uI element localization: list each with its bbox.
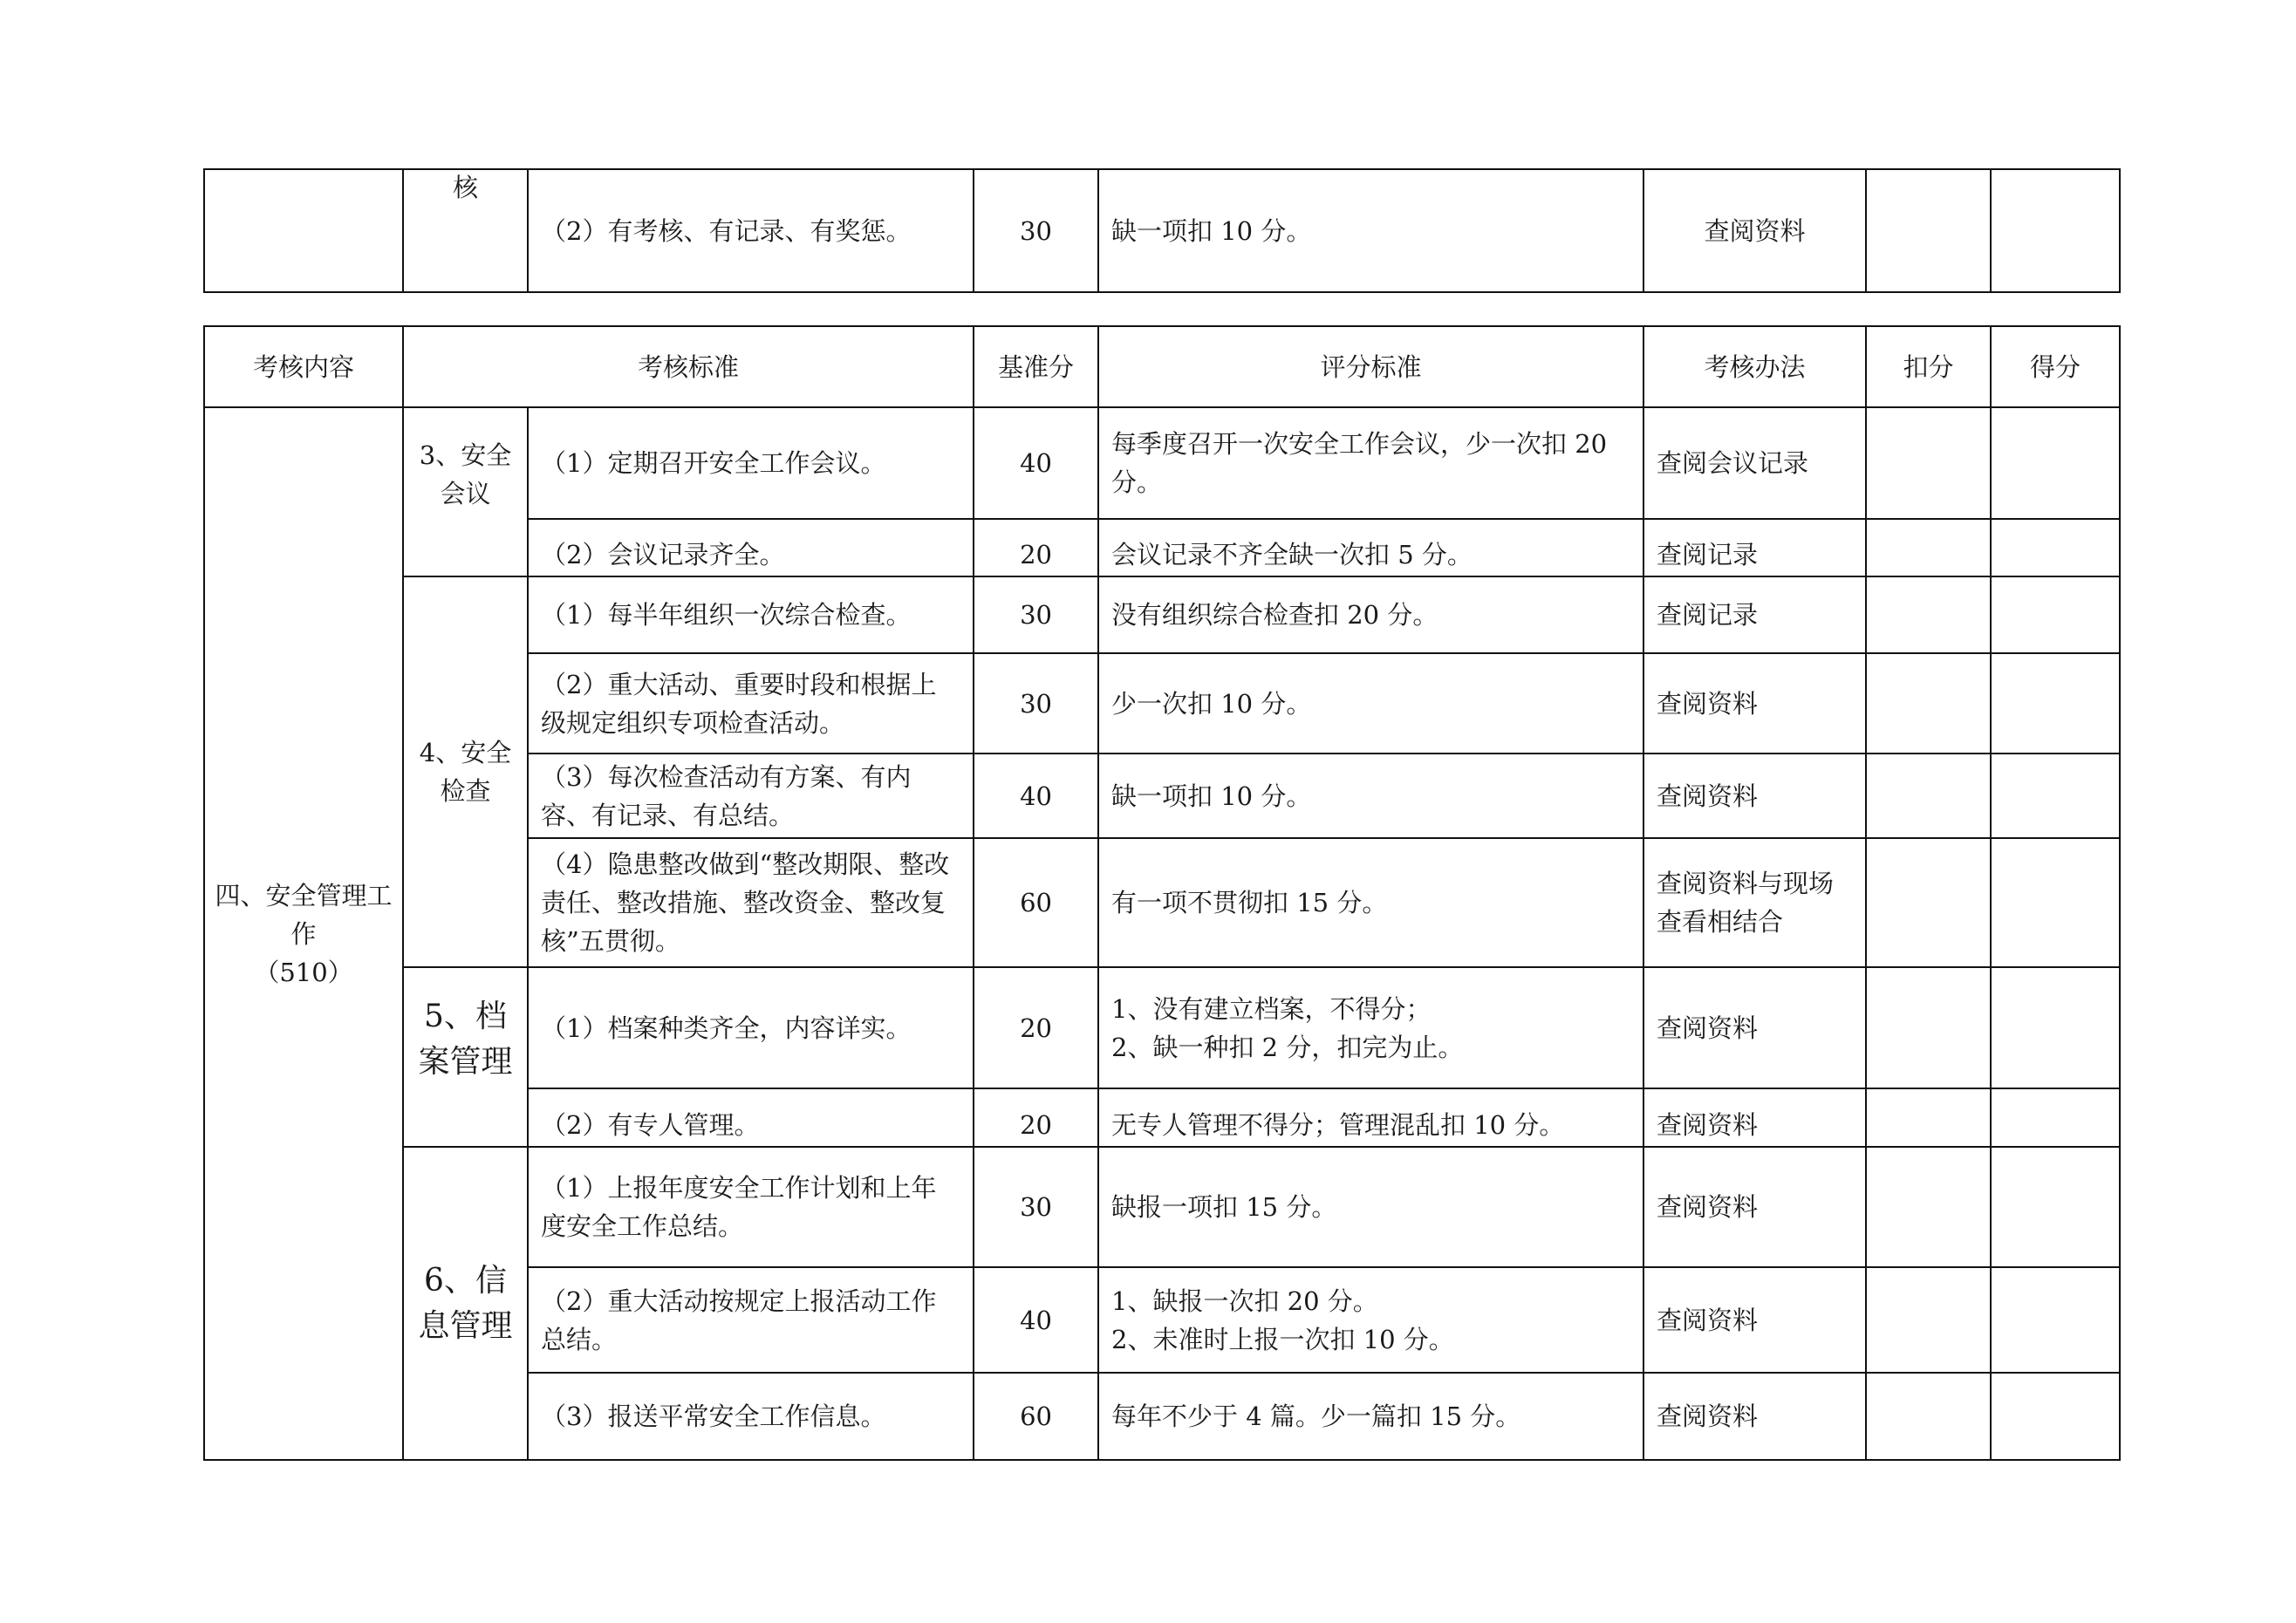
deduct-cell bbox=[1866, 653, 1991, 754]
header-score: 得分 bbox=[1991, 326, 2120, 407]
score-cell bbox=[1991, 754, 2120, 838]
header-method: 考核办法 bbox=[1643, 326, 1866, 407]
empty-cell bbox=[204, 169, 403, 292]
method-cell: 查阅记录 bbox=[1643, 519, 1866, 576]
deduct-cell bbox=[1866, 754, 1991, 838]
scoring-cell: 少一次扣 10 分。 bbox=[1098, 653, 1643, 754]
method-cell: 查阅资料 bbox=[1643, 653, 1866, 754]
section-cell bbox=[204, 407, 403, 1460]
score-cell bbox=[1991, 838, 2120, 967]
standard-cell: （3）报送平常安全工作信息。 bbox=[528, 1373, 974, 1460]
scoring-line: 2、未准时上报一次扣 10 分。 bbox=[1111, 1324, 1454, 1354]
scoring-cell: 缺一项扣 10 分。 bbox=[1098, 169, 1643, 292]
score-cell bbox=[1991, 169, 2120, 292]
standard-cell: （3）每次检查活动有方案、有内容、有记录、有总结。 bbox=[528, 754, 974, 838]
score-cell bbox=[1991, 1373, 2120, 1460]
score-cell bbox=[1991, 1267, 2120, 1373]
standard-cell: （1）每半年组织一次综合检查。 bbox=[528, 576, 974, 653]
assessment-table bbox=[203, 325, 2121, 1461]
section-title: 四、安全管理工作 bbox=[215, 880, 393, 949]
group-name: 6、信息管理 bbox=[403, 1147, 528, 1460]
deduct-cell bbox=[1866, 1088, 1991, 1147]
standard-cell: （2）会议记录齐全。 bbox=[528, 519, 974, 576]
method-cell: 查阅资料与现场查看相结合 bbox=[1643, 838, 1866, 967]
deduct-cell bbox=[1866, 519, 1991, 576]
base-score-cell: 30 bbox=[974, 576, 1098, 653]
score-cell bbox=[1991, 519, 2120, 576]
scoring-cell: 每季度召开一次安全工作会议，少一次扣 20 分。 bbox=[1098, 407, 1643, 519]
method-cell: 查阅会议记录 bbox=[1643, 407, 1866, 519]
standard-cell: （1）定期召开安全工作会议。 bbox=[528, 407, 974, 519]
group-name: 5、档案管理 bbox=[403, 967, 528, 1147]
deduct-cell bbox=[1866, 1267, 1991, 1373]
deduct-cell bbox=[1866, 1147, 1991, 1267]
scoring-cell: 缺报一项扣 15 分。 bbox=[1098, 1147, 1643, 1267]
base-score-cell: 40 bbox=[974, 1267, 1098, 1373]
table-row bbox=[204, 407, 2120, 519]
method-cell: 查阅资料 bbox=[1643, 1088, 1866, 1147]
scoring-cell: 没有组织综合检查扣 20 分。 bbox=[1098, 576, 1643, 653]
scoring-cell: 会议记录不齐全缺一次扣 5 分。 bbox=[1098, 519, 1643, 576]
section-points: （510） bbox=[254, 957, 353, 987]
standard-cell: （1）上报年度安全工作计划和上年度安全工作总结。 bbox=[528, 1147, 974, 1267]
standard-cell: （2）重大活动、重要时段和根据上级规定组织专项检查活动。 bbox=[528, 653, 974, 754]
deduct-cell bbox=[1866, 838, 1991, 967]
deduct-cell bbox=[1866, 967, 1991, 1088]
standard-cell: （2）有考核、有记录、有奖惩。 bbox=[528, 169, 974, 292]
score-cell bbox=[1991, 407, 2120, 519]
header-row bbox=[204, 326, 2120, 407]
base-score-cell: 60 bbox=[974, 838, 1098, 967]
method-cell: 查阅资料 bbox=[1643, 1147, 1866, 1267]
category-fragment: 核 bbox=[403, 169, 528, 292]
header-scoring: 评分标准 bbox=[1098, 326, 1643, 407]
group-name: 4、安全检查 bbox=[403, 576, 528, 967]
base-score-cell: 60 bbox=[974, 1373, 1098, 1460]
scoring-cell: 无专人管理不得分；管理混乱扣 10 分。 bbox=[1098, 1088, 1643, 1147]
standard-cell: （2）有专人管理。 bbox=[528, 1088, 974, 1147]
method-cell: 查阅资料 bbox=[1643, 1267, 1866, 1373]
group-name: 3、安全会议 bbox=[403, 407, 528, 576]
standard-cell: （2）重大活动按规定上报活动工作总结。 bbox=[528, 1267, 974, 1373]
method-cell: 查阅资料 bbox=[1643, 1373, 1866, 1460]
base-score-cell: 20 bbox=[974, 519, 1098, 576]
header-standard: 考核标准 bbox=[403, 326, 974, 407]
method-cell: 查阅资料 bbox=[1643, 169, 1866, 292]
score-cell bbox=[1991, 576, 2120, 653]
standard-cell: （4）隐患整改做到“整改期限、整改责任、整改措施、整改资金、整改复核”五贯彻。 bbox=[528, 838, 974, 967]
base-score-cell: 40 bbox=[974, 754, 1098, 838]
scoring-cell bbox=[1098, 967, 1643, 1088]
table-row bbox=[204, 576, 2120, 653]
deduct-cell bbox=[1866, 169, 1991, 292]
base-score-cell: 30 bbox=[974, 653, 1098, 754]
score-cell bbox=[1991, 1088, 2120, 1147]
scoring-cell: 每年不少于 4 篇。少一篇扣 15 分。 bbox=[1098, 1373, 1643, 1460]
table-row bbox=[204, 967, 2120, 1088]
base-score-cell: 40 bbox=[974, 407, 1098, 519]
base-score-cell: 30 bbox=[974, 169, 1098, 292]
deduct-cell bbox=[1866, 576, 1991, 653]
table-row bbox=[204, 1147, 2120, 1267]
method-cell: 查阅资料 bbox=[1643, 967, 1866, 1088]
base-score-cell: 20 bbox=[974, 1088, 1098, 1147]
scoring-line: 1、缺报一次扣 20 分。 bbox=[1111, 1285, 1378, 1316]
scoring-cell bbox=[1098, 1267, 1643, 1373]
deduct-cell bbox=[1866, 1373, 1991, 1460]
standard-cell: （1）档案种类齐全，内容详实。 bbox=[528, 967, 974, 1088]
header-deduct: 扣分 bbox=[1866, 326, 1991, 407]
deduct-cell bbox=[1866, 407, 1991, 519]
header-base: 基准分 bbox=[974, 326, 1098, 407]
method-cell: 查阅记录 bbox=[1643, 576, 1866, 653]
score-cell bbox=[1991, 967, 2120, 1088]
header-content: 考核内容 bbox=[204, 326, 403, 407]
base-score-cell: 30 bbox=[974, 1147, 1098, 1267]
scoring-line: 2、缺一种扣 2 分，扣完为止。 bbox=[1111, 1032, 1464, 1062]
base-score-cell: 20 bbox=[974, 967, 1098, 1088]
continuation-table bbox=[203, 168, 2121, 293]
scoring-cell: 缺一项扣 10 分。 bbox=[1098, 754, 1643, 838]
score-cell bbox=[1991, 653, 2120, 754]
scoring-cell: 有一项不贯彻扣 15 分。 bbox=[1098, 838, 1643, 967]
method-cell: 查阅资料 bbox=[1643, 754, 1866, 838]
scoring-line: 1、没有建立档案，不得分； bbox=[1111, 993, 1432, 1024]
score-cell bbox=[1991, 1147, 2120, 1267]
